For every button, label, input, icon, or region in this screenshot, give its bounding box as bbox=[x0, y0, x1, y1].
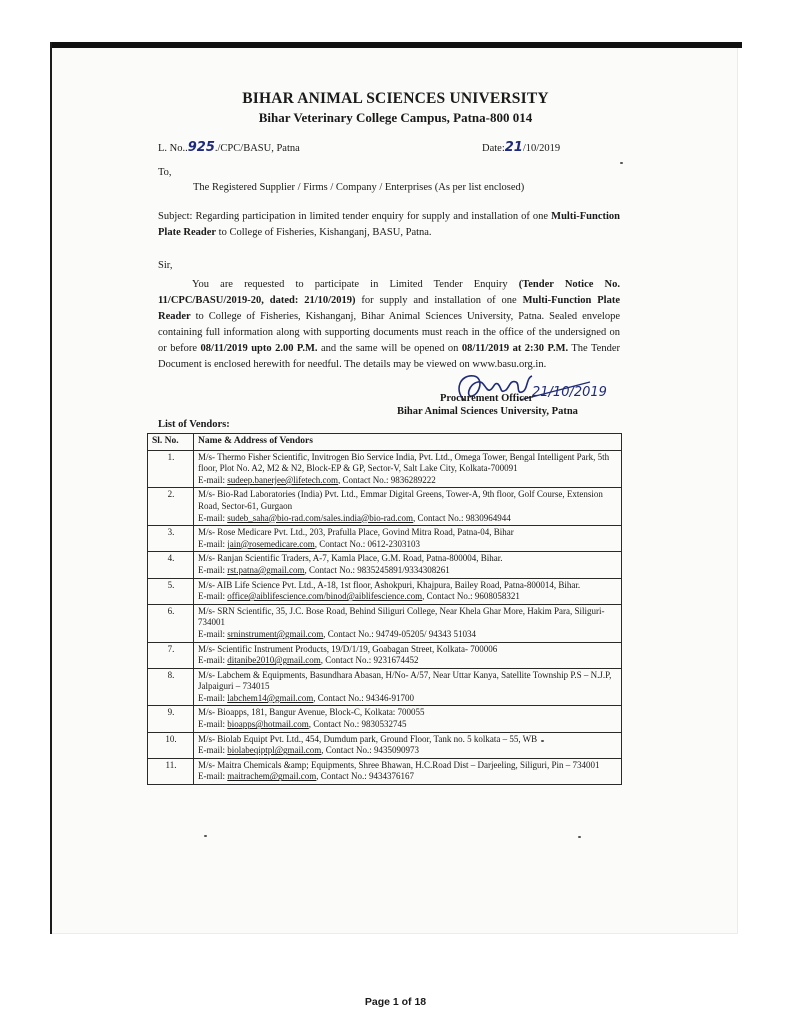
vendor-email-link[interactable]: maitrachem@gmail.com bbox=[227, 771, 317, 782]
signatory-organisation: Bihar Animal Sciences University, Patna bbox=[397, 406, 578, 417]
vendor-email-link[interactable]: biolabeqiptpl@gmail.com bbox=[227, 745, 322, 756]
column-header-sl-no: Sl. No. bbox=[148, 434, 194, 451]
vendor-address: M/s- Maitra Chemicals &amp; Equipments, Shree Bhawan, H.C.Road Dist – Darjeeling, Siliguri, Pin – 734001 bbox=[198, 759, 600, 770]
letter-number: L. No..925./CPC/BASU, Patna bbox=[158, 140, 300, 155]
vendor-sl-no: 7. bbox=[148, 642, 194, 668]
vendor-contact: E-mail: maitrachem@gmail.com, Contact No.: 9434376167 bbox=[198, 771, 415, 782]
vendor-row bbox=[148, 526, 622, 552]
scan-speck bbox=[620, 162, 623, 164]
vendor-details bbox=[194, 526, 622, 552]
vendor-address: M/s- Bio-Rad Laboratories (India) Pvt. Ltd., Emmar Digital Greens, Tower-A, 9th floor, Golf Course, Extension Road, Sector-61, Gurgaon bbox=[198, 489, 603, 511]
vendor-row bbox=[148, 450, 622, 488]
vendor-table bbox=[147, 433, 622, 785]
vendor-address: M/s- Thermo Fisher Scientific, Invitrogen Bio Service India, Pvt. Ltd., Omega Tower, Bengal Intelligent Park, 5th floor, Plot No. A2, M2 & N2, Block-EP & GP, Sector-V, Salt Lake City, Kolkata-700091 bbox=[198, 451, 610, 474]
vendor-email-link[interactable]: ditanibe2010@gmail.com bbox=[227, 655, 321, 666]
vendor-sl-no: 10. bbox=[148, 732, 194, 758]
column-header-name-address: Name & Address of Vendors bbox=[194, 434, 622, 451]
vendor-email-link[interactable]: bioapps@hotmail.com bbox=[227, 719, 309, 730]
university-name: BIHAR ANIMAL SCIENCES UNIVERSITY bbox=[242, 90, 549, 107]
vendor-contact: E-mail: labchem14@gmail.com, Contact No.: 94346-91700 bbox=[198, 692, 415, 703]
signatory-title: Procurement Officer bbox=[440, 393, 534, 404]
vendor-address: M/s- Labchem & Equipments, Basundhara Abasan, H/No- A/57, Near Uttar Kanya, Satellite Township P.S – N.J.P, Jalpaiguri – 734015 bbox=[198, 669, 612, 692]
vendor-row bbox=[148, 552, 622, 578]
vendor-sl-no: 4. bbox=[148, 552, 194, 578]
page-number: Page 1 of 18 bbox=[364, 996, 427, 1008]
vendor-details bbox=[194, 604, 622, 642]
vendor-details bbox=[194, 488, 622, 526]
vendor-address: M/s- AIB Life Science Pvt. Ltd., A-18, 1st floor, Ashokpuri, Khajpura, Bailey Road, Patna-800014, Bihar. bbox=[198, 579, 581, 590]
vendor-contact: E-mail: ditanibe2010@gmail.com, Contact No.: 9231674452 bbox=[198, 655, 419, 666]
body-paragraph: You are requested to participate in Limited Tender Enquiry (Tender Notice No. 11/CPC/BASU/2019-20, dated: 21/10/2019) for supply and installation of one Multi-Function Plate Reader to College of Fisheries, Kishanganj, Bihar Animal Sciences University, Patna. Sealed envelope containing full information along with supporting documents must reach in the office of the undersigned on or before 08/11/2019 upto 2.00 P.M. and the same will be opened on 08/11/2019 at 2:30 P.M. The Tender Document is enclosed herewith for needful. The details may be viewed on www.basu.org.in. bbox=[158, 279, 620, 370]
vendor-contact: E-mail: biolabeqiptpl@gmail.com, Contact No.: 9435090973 bbox=[198, 745, 420, 756]
vendor-address: M/s- Bioapps, 181, Bangur Avenue, Block-C, Kolkata: 700055 bbox=[198, 707, 425, 718]
vendor-details bbox=[194, 450, 622, 488]
vendor-address: M/s- Ranjan Scientific Traders, A-7, Kamla Place, G.M. Road, Patna-800004, Bihar. bbox=[198, 553, 503, 564]
vendor-table-header bbox=[148, 434, 622, 451]
vendor-row bbox=[148, 578, 622, 604]
letter-number-handwritten: 925 bbox=[187, 140, 215, 155]
vendor-details bbox=[194, 578, 622, 604]
vendor-details bbox=[194, 706, 622, 732]
vendor-contact: E-mail: sudeep.banerjee@lifetech.com, Contact No.: 9836289222 bbox=[198, 474, 436, 485]
vendor-contact: E-mail: rst.patna@gmail.com, Contact No.: 9835245891/9334308261 bbox=[198, 564, 450, 575]
handwritten-signature bbox=[450, 370, 607, 410]
vendor-contact: E-mail: bioapps@hotmail.com, Contact No.: 9830532745 bbox=[198, 719, 407, 730]
vendor-row bbox=[148, 642, 622, 668]
vendor-sl-no: 6. bbox=[148, 604, 194, 642]
vendor-sl-no: 8. bbox=[148, 668, 194, 706]
vendor-row bbox=[148, 668, 622, 706]
signature-date: 21/10/2019 bbox=[532, 385, 607, 400]
subject-paragraph: Subject: Regarding participation in limited tender enquiry for supply and installation of one Multi-Function Plate Reader to College of Fisheries, Kishanganj, BASU, Patna. bbox=[158, 211, 620, 238]
vendor-sl-no: 2. bbox=[148, 488, 194, 526]
vendor-address: M/s- Biolab Equipt Pvt. Ltd., 454, Dumdum park, Ground Floor, Tank no. 5 kolkata – 55, WB bbox=[198, 733, 538, 744]
vendor-email-link[interactable]: jain@rosemedicare.com bbox=[227, 538, 315, 549]
vendor-email-link[interactable]: office@aiblifescience.com/binod@aiblifescience.com bbox=[227, 591, 423, 602]
vendor-address: M/s- Scientific Instrument Products, 19/D/1/19, Goabagan Street, Kolkata- 700006 bbox=[198, 643, 498, 654]
vendor-details bbox=[194, 732, 622, 758]
vendor-email-link[interactable]: srninstrument@gmail.com bbox=[227, 628, 324, 639]
vendor-details bbox=[194, 668, 622, 706]
campus-address: Bihar Veterinary College Campus, Patna-800 014 bbox=[258, 110, 533, 125]
vendor-row bbox=[148, 706, 622, 732]
vendor-sl-no: 5. bbox=[148, 578, 194, 604]
salutation: Sir, bbox=[158, 260, 173, 271]
vendor-contact: E-mail: sudeb_saha@bio-rad.com/sales.india@bio-rad.com, Contact No.: 9830964944 bbox=[198, 512, 511, 523]
vendor-email-link[interactable]: sudeep.banerjee@lifetech.com bbox=[227, 474, 338, 485]
vendor-sl-no: 1. bbox=[148, 450, 194, 488]
scan-left-border bbox=[50, 42, 52, 934]
scan-top-border bbox=[50, 42, 742, 48]
date-handwritten: 21 bbox=[504, 140, 523, 155]
vendor-address: M/s- SRN Scientific, 35, J.C. Bose Road, Behind Siliguri College, Near Khela Ghar More, Hakim Para, Siliguri- 734001 bbox=[198, 605, 605, 628]
scan-speck bbox=[578, 836, 581, 838]
vendor-details bbox=[194, 552, 622, 578]
vendor-details bbox=[194, 758, 622, 784]
vendor-row bbox=[148, 732, 622, 758]
vendor-details bbox=[194, 642, 622, 668]
vendor-row bbox=[148, 488, 622, 526]
vendor-contact: E-mail: srninstrument@gmail.com, Contact No.: 94749-05205/ 94343 51034 bbox=[198, 628, 477, 639]
vendor-row bbox=[148, 758, 622, 784]
vendor-contact: E-mail: office@aiblifescience.com/binod@aiblifescience.com, Contact No.: 9608058321 bbox=[198, 591, 520, 602]
vendor-email-link[interactable]: rst.patna@gmail.com bbox=[227, 564, 305, 575]
vendor-address: M/s- Rose Medicare Pvt. Ltd., 203, Prafulla Place, Govind Mitra Road, Patna-04, Bihar bbox=[198, 527, 514, 538]
scan-speck bbox=[204, 835, 207, 837]
vendor-list-heading: List of Vendors: bbox=[158, 419, 230, 430]
vendor-email-link[interactable]: labchem14@gmail.com bbox=[227, 692, 314, 703]
vendor-sl-no: 3. bbox=[148, 526, 194, 552]
vendor-sl-no: 9. bbox=[148, 706, 194, 732]
letter-date: Date:21/10/2019 bbox=[482, 140, 561, 155]
to-line: To, bbox=[158, 167, 172, 178]
scan-speck bbox=[541, 740, 544, 742]
vendor-email-link[interactable]: sudeb_saha@bio-rad.com/sales.india@bio-rad.com bbox=[227, 512, 414, 523]
vendor-row bbox=[148, 604, 622, 642]
recipient-line: The Registered Supplier / Firms / Company / Enterprises (As per list enclosed) bbox=[193, 182, 525, 193]
vendor-sl-no: 11. bbox=[148, 758, 194, 784]
vendor-contact: E-mail: jain@rosemedicare.com, Contact No.: 0612-2303103 bbox=[198, 538, 420, 549]
